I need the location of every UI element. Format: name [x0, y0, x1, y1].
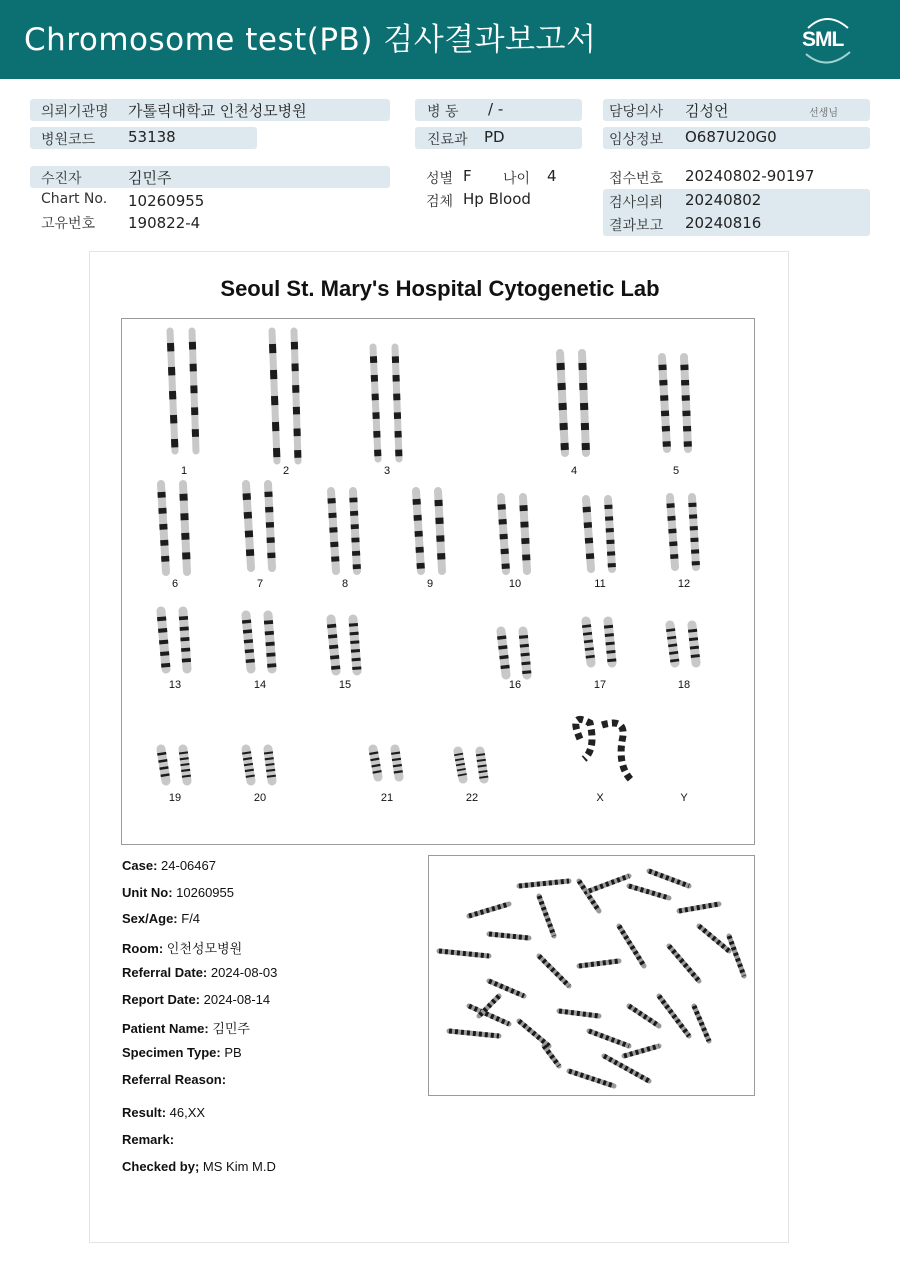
patient-label: 수진자 — [41, 171, 82, 187]
metaphase-chromosome — [699, 926, 729, 951]
metaphase-chromosome — [669, 946, 699, 981]
chart-label: Chart No. — [41, 191, 108, 207]
chromosome-label: 22 — [465, 792, 479, 804]
clinical-label: 임상정보 — [609, 132, 664, 148]
metaphase-chromosome — [579, 881, 599, 911]
chart-value: 10260955 — [128, 192, 205, 210]
metaphase-chromosome — [729, 936, 744, 976]
report-header — [0, 0, 900, 79]
metaphase-chromosome — [539, 956, 569, 986]
chromosome-pair-21 — [373, 749, 399, 804]
specimen-label: 검체 — [426, 194, 454, 210]
chromosome-pair-14 — [246, 615, 272, 691]
detail-label: Result: — [122, 1105, 167, 1120]
logo-text: SML — [802, 28, 844, 51]
chromosome-pair-22 — [458, 751, 484, 804]
age-value: 4 — [547, 167, 557, 185]
metaphase-chromosome — [589, 876, 629, 891]
detail-result — [122, 1105, 205, 1120]
department-value: PD — [484, 128, 505, 146]
detail-case — [122, 858, 216, 873]
chromosome-label: 12 — [677, 578, 691, 590]
karyotype-panel — [121, 318, 755, 845]
metaphase-chromosome — [659, 996, 689, 1036]
chromosome-label: 15 — [338, 679, 352, 691]
detail-value: F/4 — [177, 911, 201, 926]
chromosome-label: 10 — [508, 578, 522, 590]
metaphase-chromosome — [539, 896, 554, 936]
receipt-label: 접수번호 — [609, 171, 664, 187]
chromosome-pair-1 — [170, 331, 196, 477]
doctor-suffix: 선생님 — [809, 108, 838, 119]
doctor-label: 담당의사 — [609, 104, 664, 120]
metaphase-chromosome — [489, 934, 529, 938]
detail-label: Case: — [122, 858, 158, 873]
detail-label: Room: — [122, 941, 164, 956]
chromosome-label: 18 — [677, 679, 691, 691]
report-title: Chromosome test(PB) 검사결과보고서 — [24, 22, 597, 58]
detail-value: 2024-08-03 — [207, 965, 278, 980]
chromosome-pair-18 — [670, 625, 696, 691]
patient-value: 김민주 — [128, 169, 172, 187]
metaphase-chromosome — [519, 1021, 549, 1046]
chromosome-label: 9 — [426, 578, 434, 590]
chromosome-pair-13 — [161, 611, 187, 691]
chromosome-pair-15 — [331, 619, 357, 691]
metaphase-chromosome — [619, 926, 644, 966]
institution-value: 가톨릭대학교 인천성모병원 — [128, 102, 307, 120]
department-label: 진료과 — [427, 132, 468, 148]
metaphase-chromosome — [519, 881, 569, 886]
chromosome-pair-4 — [560, 353, 586, 477]
detail-label: Unit No: — [122, 885, 173, 900]
metaphase-chromosome — [589, 1031, 629, 1046]
unique-label: 고유번호 — [41, 216, 96, 232]
chromosome-label: 8 — [341, 578, 349, 590]
chromosome-label: 17 — [593, 679, 607, 691]
metaphase-chromosome — [604, 1056, 649, 1081]
detail-unit-no — [122, 885, 234, 900]
chromosome-label: 21 — [380, 792, 394, 804]
chromosome-label: 4 — [570, 465, 578, 477]
chromosome-label: 1 — [180, 465, 188, 477]
metaphase-chromosome — [469, 904, 509, 916]
result-report-label: 결과보고 — [609, 218, 664, 234]
chromosome-label: 11 — [594, 578, 606, 590]
detail-label: Referral Date: — [122, 965, 208, 980]
chromosome-pair-6 — [161, 484, 187, 590]
chromosome-label: 2 — [282, 465, 290, 477]
detail-value: 10260955 — [172, 885, 234, 900]
chromosome-label: X — [596, 792, 604, 804]
metaphase-chromosome — [679, 904, 719, 911]
metaphase-chromosome — [439, 951, 489, 956]
metaphase-chromosome — [489, 981, 524, 996]
hospital-code-label: 병원코드 — [41, 132, 96, 148]
metaphase-image — [429, 856, 754, 1095]
chromosome-pair-12 — [670, 497, 696, 590]
chromosome-pair-19 — [161, 749, 187, 804]
detail-value: PB — [220, 1045, 242, 1060]
detail-report-date — [122, 992, 270, 1007]
doctor-value: 김성언 — [685, 102, 729, 120]
metaphase-chromosome — [579, 961, 619, 966]
chromosome-label: Y — [680, 792, 688, 804]
detail-value: 인천성모병원 — [163, 941, 243, 956]
institution-label: 의뢰기관명 — [41, 104, 109, 120]
detail-sex-age — [122, 911, 200, 926]
receipt-value: 20240802-90197 — [685, 167, 815, 185]
specimen-value: Hp Blood — [463, 190, 531, 208]
detail-value: 46,XX — [166, 1105, 206, 1120]
chromosome-pair-X — [576, 719, 632, 804]
detail-value: 김민주 — [208, 1021, 250, 1036]
lab-title: Seoul St. Mary's Hospital Cytogenetic Lab — [220, 276, 660, 301]
detail-specimen-type — [122, 1045, 242, 1060]
chromosome-label: 14 — [253, 679, 267, 691]
sml-logo — [798, 14, 856, 64]
clinical-value: O687U20G0 — [685, 128, 777, 146]
chromosome-pair-17 — [586, 621, 612, 691]
detail-label: Remark: — [122, 1132, 175, 1147]
chromosome-pair-5 — [662, 357, 688, 477]
detail-patient-name — [122, 1018, 250, 1037]
sex-label: 성별 — [426, 171, 454, 187]
request-value: 20240802 — [685, 191, 762, 209]
detail-remark — [122, 1132, 174, 1147]
detail-room — [122, 938, 242, 957]
detail-referral-reason — [122, 1072, 226, 1087]
metaphase-chromosome — [694, 1006, 709, 1041]
metaphase-chromosome — [649, 871, 689, 886]
chromosome-label: 19 — [168, 792, 182, 804]
chromosome-label: 20 — [253, 792, 267, 804]
detail-label: Specimen Type: — [122, 1045, 221, 1060]
detail-label: Checked by; — [122, 1159, 200, 1174]
sex-value: F — [463, 167, 472, 185]
metaphase-chromosome — [569, 1071, 614, 1086]
chromosome-label: 3 — [383, 465, 391, 477]
chromosome-pair-Y — [680, 792, 688, 804]
ward-label: 병 동 — [427, 104, 459, 120]
chromosome-label: 6 — [171, 578, 179, 590]
chromosome-pair-11 — [586, 499, 612, 590]
chromosome-pair-3 — [373, 347, 399, 477]
request-label: 검사의뢰 — [609, 195, 664, 211]
detail-value: 2024-08-14 — [200, 992, 271, 1007]
metaphase-chromosome — [449, 1031, 499, 1036]
metaphase-chromosome — [544, 1046, 559, 1066]
chromosome-pair-7 — [246, 484, 272, 590]
chromosome-pair-10 — [501, 497, 527, 590]
hospital-code-value: 53138 — [128, 128, 176, 146]
detail-label: Patient Name: — [122, 1021, 209, 1036]
metaphase-chromosome — [629, 1006, 659, 1026]
detail-label: Report Date: — [122, 992, 201, 1007]
chromosome-pair-2 — [272, 331, 298, 477]
unique-value: 190822-4 — [128, 214, 201, 232]
chromosome-pair-20 — [246, 749, 272, 804]
chromosome-pair-16 — [501, 631, 527, 691]
chromosome-label: 5 — [672, 465, 680, 477]
chromosome-pair-8 — [331, 491, 357, 590]
detail-value: MS Kim M.D — [199, 1159, 276, 1174]
detail-label: Sex/Age: — [122, 911, 178, 926]
chromosome-label: 16 — [508, 679, 522, 691]
chromosome-pair-9 — [416, 491, 442, 590]
detail-label: Referral Reason: — [122, 1072, 227, 1087]
detail-referral-date — [122, 965, 277, 980]
metaphase-chromosome — [559, 1011, 599, 1016]
patient-bar — [30, 166, 390, 188]
age-label: 나이 — [503, 171, 531, 187]
metaphase-panel — [428, 855, 755, 1096]
ward-value: / - — [488, 100, 504, 118]
karyotype-image — [122, 319, 754, 844]
metaphase-chromosome — [629, 886, 669, 898]
detail-checked-by — [122, 1159, 276, 1174]
chromosome-label: 7 — [256, 578, 264, 590]
detail-value: 24-06467 — [157, 858, 216, 873]
chromosome-label: 13 — [168, 679, 182, 691]
result-report-value: 20240816 — [685, 214, 762, 232]
